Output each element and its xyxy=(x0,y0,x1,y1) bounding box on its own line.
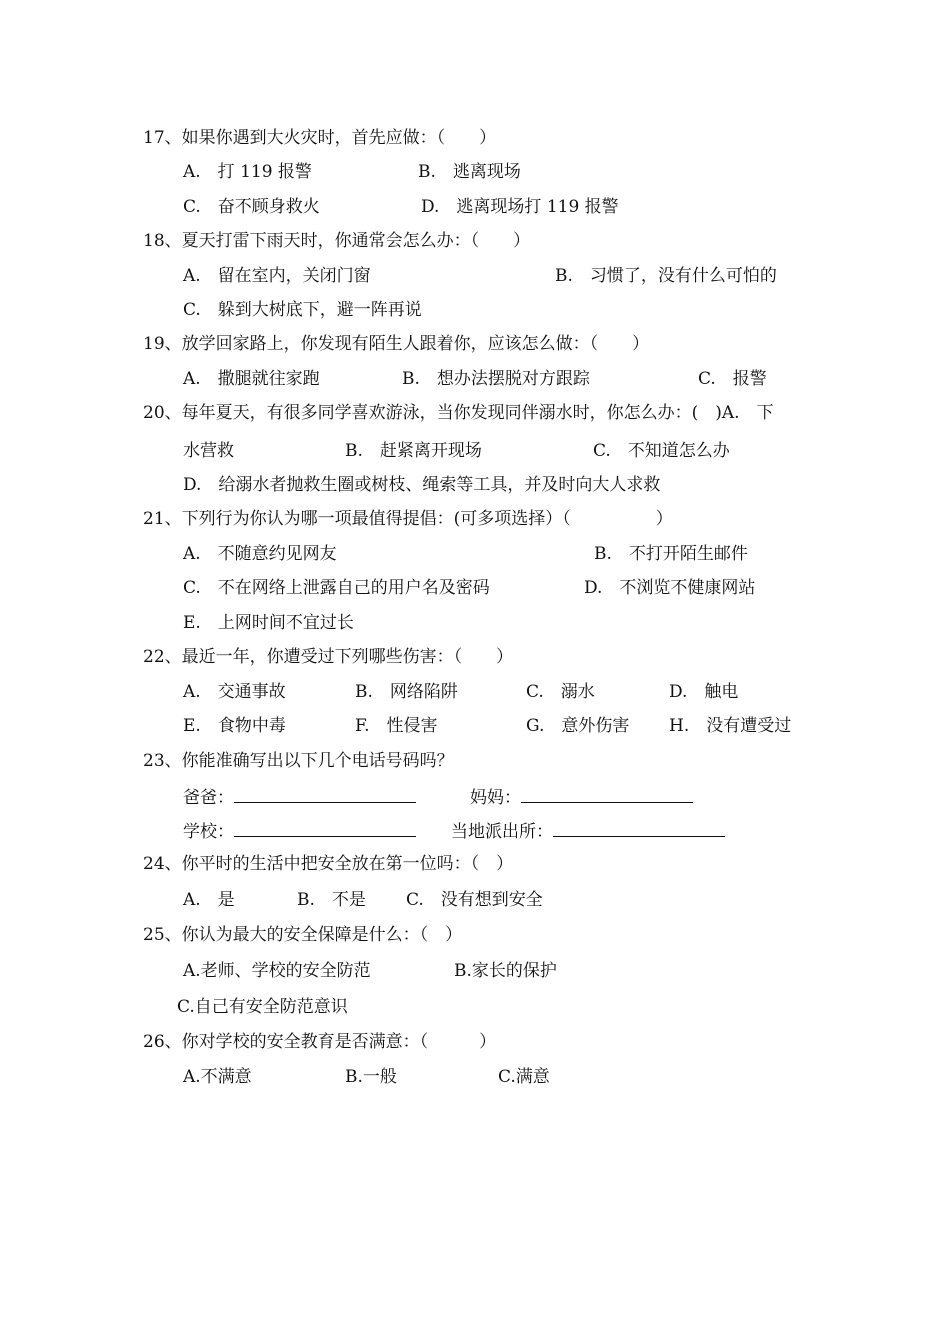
option-18-a: A. 留在室内，关闭门窗 xyxy=(183,266,371,286)
dad-phone-label: 爸爸： xyxy=(183,788,234,808)
option-22-f: F. 性侵害 xyxy=(355,716,438,736)
school-phone-label: 学校： xyxy=(183,822,234,842)
option-20-c: C. 不知道怎么办 xyxy=(593,441,730,461)
option-22-d: D. 触电 xyxy=(669,682,739,702)
option-26-c: C.满意 xyxy=(498,1067,550,1087)
option-17-d: D. 逃离现场打 119 报警 xyxy=(421,197,619,217)
question-20: 20、每年夏天，有很多同学喜欢游泳，当你发现同伴溺水时，你怎么办：( )A. 下 xyxy=(143,403,774,423)
option-21-c: C. 不在网络上泄露自己的用户名及密码 xyxy=(183,578,490,598)
police-phone-blank[interactable] xyxy=(553,819,725,837)
option-25-b: B.家长的保护 xyxy=(454,961,557,981)
option-24-b: B. 不是 xyxy=(297,890,366,910)
question-22: 22、最近一年，你遭受过下列哪些伤害：（ ） xyxy=(143,647,514,667)
mom-phone-label: 妈妈： xyxy=(470,788,521,808)
option-22-e: E. 食物中毒 xyxy=(183,716,286,736)
option-22-c: C. 溺水 xyxy=(526,682,595,702)
option-26-a: A.不满意 xyxy=(183,1067,252,1087)
option-22-g: G. 意外伤害 xyxy=(526,716,630,736)
option-21-d: D. 不浏览不健康网站 xyxy=(584,578,756,598)
school-phone-blank[interactable] xyxy=(234,819,416,837)
mom-phone-blank[interactable] xyxy=(521,785,693,803)
option-20-d: D. 给溺水者抛救生圈或树枝、绳索等工具，并及时向大人求救 xyxy=(183,475,661,495)
mom-phone-row xyxy=(470,785,693,809)
option-24-a: A. 是 xyxy=(183,890,235,910)
option-20-b: B. 赶紧离开现场 xyxy=(345,441,482,461)
question-21: 21、下列行为你认为哪一项最值得提倡：(可多项选择）（ ） xyxy=(143,509,673,529)
option-22-b: B. 网络陷阱 xyxy=(355,682,458,702)
question-23: 23、你能准确写出以下几个电话号码吗？ xyxy=(143,751,454,771)
option-21-e: E. 上网时间不宜过长 xyxy=(183,613,354,633)
option-22-h: H. 没有遭受过 xyxy=(669,716,792,736)
question-25: 25、你认为最大的安全保障是什么：（ ） xyxy=(143,925,463,945)
option-19-b: B. 想办法摆脱对方跟踪 xyxy=(402,369,590,389)
police-phone-label: 当地派出所： xyxy=(451,822,553,842)
option-26-b: B.一般 xyxy=(345,1067,397,1087)
option-20-a-cont: 水营救 xyxy=(183,441,234,461)
option-19-a: A. 撒腿就往家跑 xyxy=(183,369,320,389)
school-phone-row xyxy=(183,819,416,843)
dad-phone-blank[interactable] xyxy=(234,785,416,803)
dad-phone-row xyxy=(183,785,416,809)
question-17: 17、如果你遇到大火灾时，首先应做：（ ） xyxy=(143,128,497,148)
option-17-c: C. 奋不顾身救火 xyxy=(183,197,320,217)
question-24: 24、你平时的生活中把安全放在第一位吗：（ ） xyxy=(143,854,514,874)
option-22-a: A. 交通事故 xyxy=(183,682,286,702)
option-17-b: B. 逃离现场 xyxy=(418,162,521,182)
option-18-c: C. 躲到大树底下，避一阵再说 xyxy=(183,300,422,320)
question-26: 26、你对学校的安全教育是否满意：（ ） xyxy=(143,1032,497,1052)
option-24-c: C. 没有想到安全 xyxy=(406,890,543,910)
option-25-c: C.自己有安全防范意识 xyxy=(177,997,348,1017)
option-17-a: A. 打 119 报警 xyxy=(183,162,312,182)
option-21-b: B. 不打开陌生邮件 xyxy=(594,544,748,564)
question-18: 18、夏天打雷下雨天时，你通常会怎么办：（ ） xyxy=(143,231,531,251)
option-25-a: A.老师、学校的安全防范 xyxy=(183,961,371,981)
question-19: 19、放学回家路上，你发现有陌生人跟着你，应该怎么做：（ ） xyxy=(143,334,650,354)
option-18-b: B. 习惯了，没有什么可怕的 xyxy=(555,266,777,286)
option-19-c: C. 报警 xyxy=(698,369,767,389)
police-phone-row xyxy=(451,819,725,843)
option-21-a: A. 不随意约见网友 xyxy=(183,544,337,564)
